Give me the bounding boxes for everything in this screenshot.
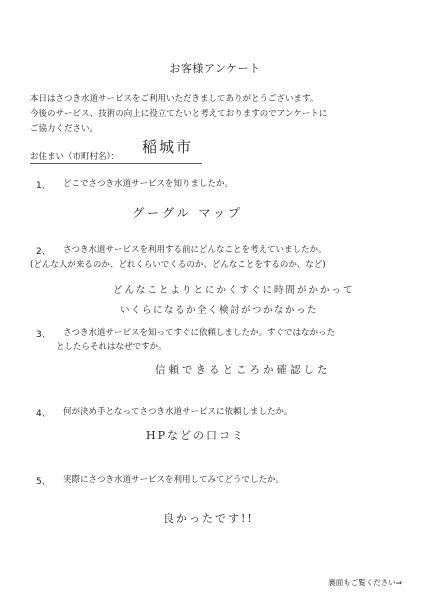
question-3-answer: 信頼できるところか確認した xyxy=(155,364,331,376)
question-4-text: 何が決め手となってさつき水道サービスに依頼しましたか。 xyxy=(63,407,293,417)
question-1-answer: グーグル マップ xyxy=(132,206,243,220)
page-title: お客様アンケート xyxy=(169,62,261,75)
question-5-number: 5、 xyxy=(36,477,51,487)
question-5-text: 実際にさつき水道サービスを利用してみてどうでしたか。 xyxy=(63,475,285,485)
question-3-text: さつき水道サービスを知ってすぐに依頼しましたか。すぐではなかった xyxy=(63,328,336,338)
question-4-number: 4、 xyxy=(36,409,51,419)
question-2-subtext: (どんな人が来るのか、どれくらいでくるのか、どんなことをするのか、など) xyxy=(30,260,326,270)
question-3-subtext: としたらそれはなぜですか。 xyxy=(56,342,167,352)
question-1-text: どこでさつき水道サービスを知りましたか。 xyxy=(63,179,234,189)
intro-line-1: 本日はさつき水道サービスをご利用いただきましてありがとうございます。 xyxy=(30,94,319,104)
question-2-number: 2、 xyxy=(36,247,51,257)
see-reverse-note: 裏面もご覧ください⇒ xyxy=(328,578,402,587)
intro-line-3: ご協力ください。 xyxy=(30,124,99,134)
address-handwritten-value: 稲城市 xyxy=(142,138,194,156)
address-underline xyxy=(30,163,202,164)
intro-text xyxy=(30,92,408,137)
address-label: お住まい（市町村名）： xyxy=(30,152,120,162)
question-2-text: さつき水道サービスを利用する前にどんなことを考えていましたか。 xyxy=(63,245,327,255)
question-1-number: 1、 xyxy=(36,181,51,191)
intro-line-2: 今後のサービス、技術の向上に役立てたいと考えておりますのでアンケートに xyxy=(30,109,328,119)
question-2-answer-line-2: いくらになるか全く検討がつかなかった xyxy=(120,305,319,316)
question-5-answer: 良かったです!! xyxy=(163,512,254,525)
question-2-answer-line-1: どんなことよりとにかくすぐに時間がかかって xyxy=(113,285,355,296)
question-4-answer: HPなどの口コミ xyxy=(146,429,245,442)
question-3-number: 3、 xyxy=(36,330,51,340)
